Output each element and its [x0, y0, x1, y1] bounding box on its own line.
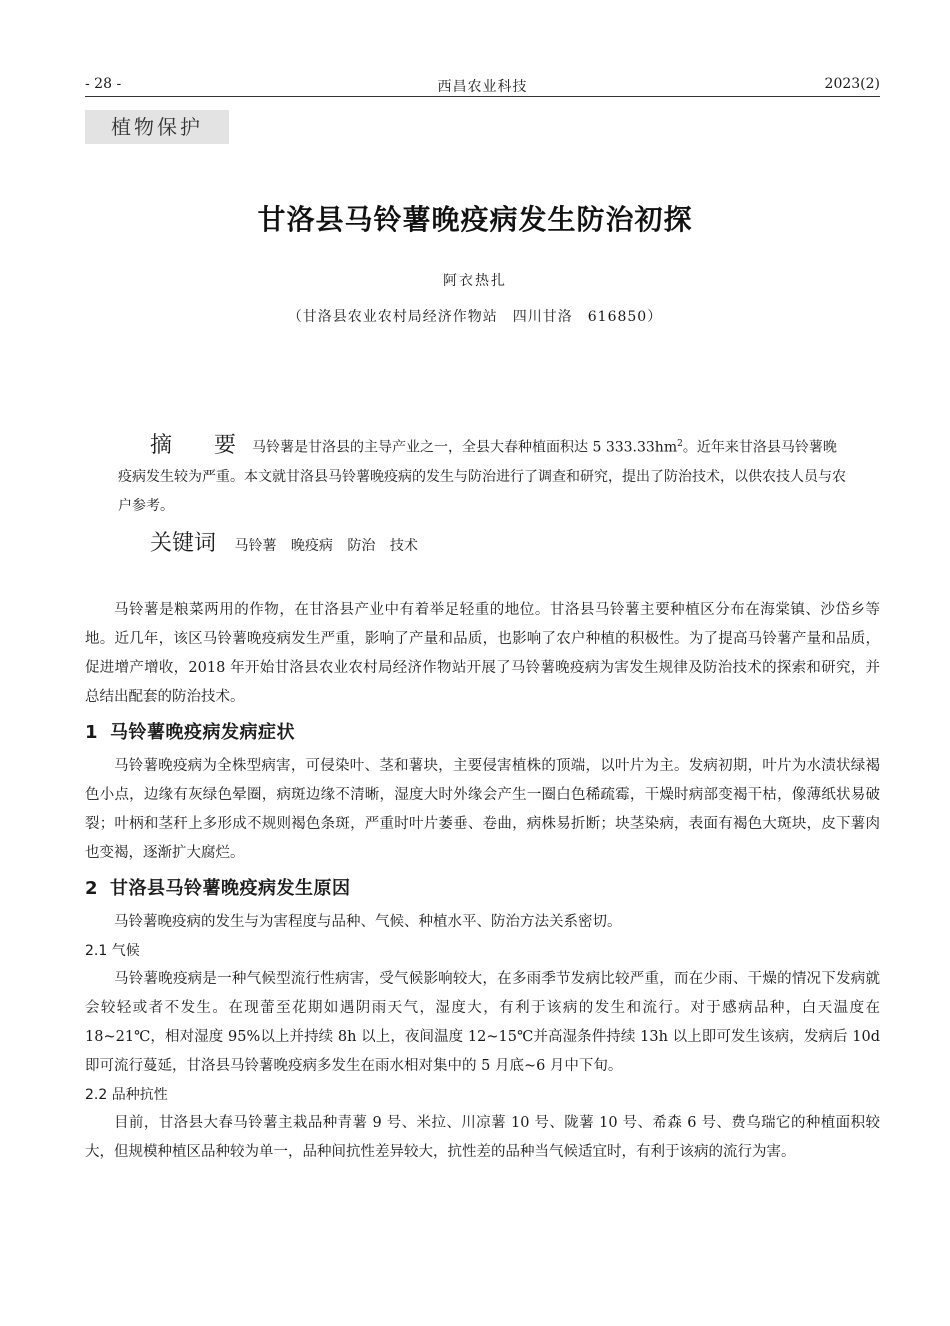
section-2-title: 甘洛县马铃薯晚疫病发生原因 [110, 878, 351, 899]
subsection-2-2-paragraph: 目前，甘洛县大春马铃薯主栽品种青薯 9 号、米拉、川凉薯 10 号、陇薯 10 号、希森 6 号、费乌瑞它的种植面积较大，但规模种植区品种较为单一，品种间抗性差异较大，抗性差的品种当气候适宜时，有利于该病的流行为害。 [85, 1115, 880, 1160]
keyword: 防治 [347, 538, 376, 554]
section-2-number: 2 [85, 878, 99, 899]
keywords [150, 526, 428, 557]
running-header [85, 74, 880, 97]
article-title: 甘洛县马铃薯晚疫病发生防治初探 [257, 203, 693, 236]
article-body [85, 596, 880, 1167]
affiliation: （甘洛县农业农村局经济作物站 四川甘洛 616850） [287, 309, 663, 325]
section-2-paragraph: 马铃薯晚疫病的发生与为害程度与品种、气候、种植水平、防治方法关系密切。 [114, 914, 622, 930]
subsection-2-1-paragraph: 马铃薯晚疫病是一种气候型流行性病害，受气候影响较大，在多雨季节发病比较严重，而在少雨、干燥的情况下发病就会较轻或者不发生。在现蕾至花期如遇阴雨天气，湿度大，有利于该病的发生和流行。对于感病品种，白天温度在 18~21℃，相对湿度 95%以上并持续 8h 以上，夜间温度 12~15℃并高湿条件持续 13h 以上即可发生该病，发病后 10d 即可流行蔓延，甘洛县马铃薯晚疫病多发生在雨水相对集中的 5 月底~6 月中下旬。 [85, 971, 880, 1074]
issue-number: 2023(2) [824, 76, 880, 92]
section-2-heading [85, 874, 880, 904]
keywords-label: 关键词 [150, 531, 217, 556]
subsection-2-1-heading: 2.1 气候 [85, 943, 140, 959]
abstract [118, 430, 850, 521]
author: 阿衣热扎 [443, 273, 507, 289]
keyword: 马铃薯 [234, 538, 277, 554]
abstract-label: 摘 要 [150, 432, 247, 458]
section-1-number: 1 [85, 722, 99, 743]
section-1-paragraph: 马铃薯晚疫病为全株型病害，可侵染叶、茎和薯块，主要侵害植株的顶端，以叶片为主。发病初期，叶片为水渍状绿褐色小点，边缘有灰绿色晕圈，病斑边缘不清晰，湿度大时外缘会产生一圈白色稀疏霉，干燥时病部变褐干枯，像薄纸状易破裂；叶柄和茎秆上多形成不规则褐色条斑，严重时叶片萎垂、卷曲，病株易折断；块茎染病，表面有褐色大斑块，皮下薯肉也变褐，逐渐扩大腐烂。 [85, 758, 880, 861]
abstract-text-part1: 马铃薯是甘洛县的主导产业之一，全县大春种植面积达 5 333.33hm [252, 439, 678, 456]
section-1-heading [85, 718, 880, 748]
subsection-2-2-heading: 2.2 品种抗性 [85, 1087, 168, 1103]
page-number: - 28 - [85, 76, 122, 92]
section-tag: 植物保护 [85, 110, 229, 144]
intro-paragraph: 马铃薯是粮菜两用的作物，在甘洛县产业中有着举足轻重的地位。甘洛县马铃薯主要种植区分布在海棠镇、沙岱乡等地。近几年，该区马铃薯晚疫病发生严重，影响了产量和品质，也影响了农户种植的积极性。为了提高马铃薯产量和品质，促进增产增收，2018 年开始甘洛县农业农村局经济作物站开展了马铃薯晚疫病为害发生规律及防治技术的探索和研究，并总结出配套的防治技术。 [85, 602, 880, 705]
abstract-superscript: 2 [677, 439, 683, 449]
keyword: 技术 [389, 538, 418, 554]
journal-name: 西昌农业科技 [437, 79, 528, 95]
abstract-text-part2: 。近年来甘洛县马铃薯晚疫病发生较为严重。本文就甘洛县马铃薯晚疫病的发生与防治进行了调查和研究，提出了防治技术，以供农技人员与农户参考。 [118, 439, 846, 514]
keyword: 晚疫病 [290, 538, 333, 554]
section-1-title: 马铃薯晚疫病发病症状 [110, 722, 296, 743]
